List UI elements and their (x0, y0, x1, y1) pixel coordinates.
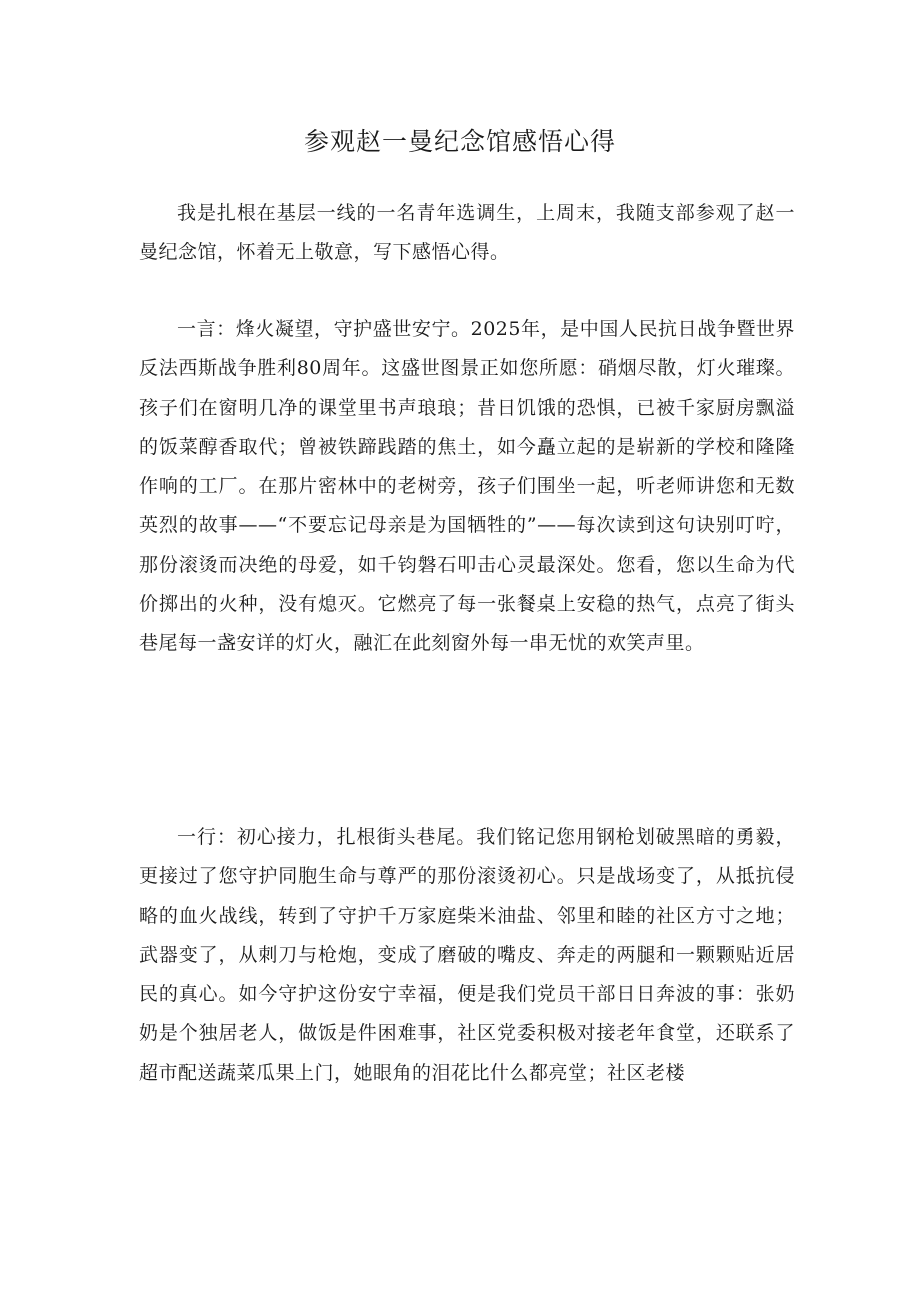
paragraph-yiyan: 一言：烽火凝望，守护盛世安宁。2025年，是中国人民抗日战争暨世界反法西斯战争胜利80周年。这盛世图景正如您所愿：硝烟尽散，灯火璀璨。孩子们在窗明几净的课堂里书声琅琅；昔日饥饿的恐惧，已被千家厨房飘溢的饭菜醇香取代；曾被铁蹄践踏的焦土，如今矗立起的是崭新的学校和隆隆作响的工厂。在那片密林中的老树旁，孩子们围坐一起，听老师讲您和无数英烈的故事——“不要忘记母亲是为国牺牲的”——每次读到这句诀别叮咛，那份滚烫而决绝的母爱，如千钧磐石叩击心灵最深处。您看，您以生命为代价掷出的火种，没有熄灭。它燃亮了每一张餐桌上安稳的热气，点亮了街头巷尾每一盏安详的灯火，融汇在此刻窗外每一串无忧的欢笑声里。 (139, 318, 795, 655)
paragraph-yixing: 一行：初心接力，扎根街头巷尾。我们铭记您用钢枪划破黑暗的勇毅，更接过了您守护同胞生命与尊严的那份滚烫初心。只是战场变了，从抵抗侵略的血火战线，转到了守护千万家庭柴米油盐、邻里和睦的社区方寸之地；武器变了，从刺刀与枪炮，变成了磨破的嘴皮、奔走的两腿和一颗颗贴近居民的真心。如今守护这份安宁幸福，便是我们党员干部日日奔波的事：张奶奶是个独居老人，做饭是件困难事，社区党委积极对接老年食堂，还联系了超市配送蔬菜瓜果上门，她眼角的泪花比什么都亮堂；社区老楼 (139, 826, 795, 1084)
document-title: 参观赵一曼纪念馆感悟心得 (303, 127, 616, 156)
paragraph-intro: 我是扎根在基层一线的一名青年选调生，上周末，我随支部参观了赵一曼纪念馆，怀着无上敬意，写下感悟心得。 (139, 202, 795, 264)
